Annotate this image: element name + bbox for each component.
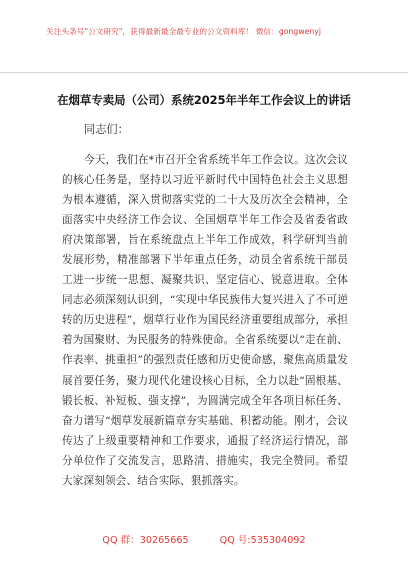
document-body [62,120,348,491]
header-promo-note: 关注头条号"公文研究"，获得最新最全最专业的公文资料库！ 微信：gongwenyj [46,27,322,36]
page-header [0,0,408,73]
body-paragraph: 今天，我们在*市召开全省系统半年工作会议。这次会议的核心任务是，坚持以习近平新时代中国特色社会主义思想为根本遵循，深入贯彻落实党的二十大及历次全会精神，全面落实中央经济工作会议、全国烟草半年工作会及省委省政府决策部署，旨在系统盘点上半年工作成效，科学研判当前发展形势，精准部署下半年重点任务，动员全省系统干部员工进一步统一思想、凝聚共识、坚定信心、锐意进取。全体同志必须深刻认识到，“实现中华民族伟大复兴进入了不可逆转的历史进程”，烟草行业作为国民经济重要组成部分，承担着为国聚财、为民服务的特殊使命。全省系统要以“走在前、作表率、挑重担”的强烈责任感和历史使命感，聚焦高质量发展首要任务，聚力现代化建设核心目标，全力以赴“固根基、锻长板、补短板、强支撑”，为圆满完成全年各项目标任务、奋力谱写“烟草发展新篇章夯实基础、积蓄动能。刚才，会议传达了上级重要精神和工作要求，通报了经济运行情况，部分单位作了交流发言，思路清、措施实，我完全赞同。希望大家深刻领会、结合实际、狠抓落实。 [62,154,348,487]
document-title: 在烟草专卖局（公司）系统2025年半年工作会议上的讲话 [57,93,351,107]
qq-account-number: QQ 号:535304092 [219,535,306,546]
qq-group-number: QQ 群：30265665 [102,535,189,546]
greeting: 同志们： [84,123,129,136]
page-footer [0,532,408,546]
